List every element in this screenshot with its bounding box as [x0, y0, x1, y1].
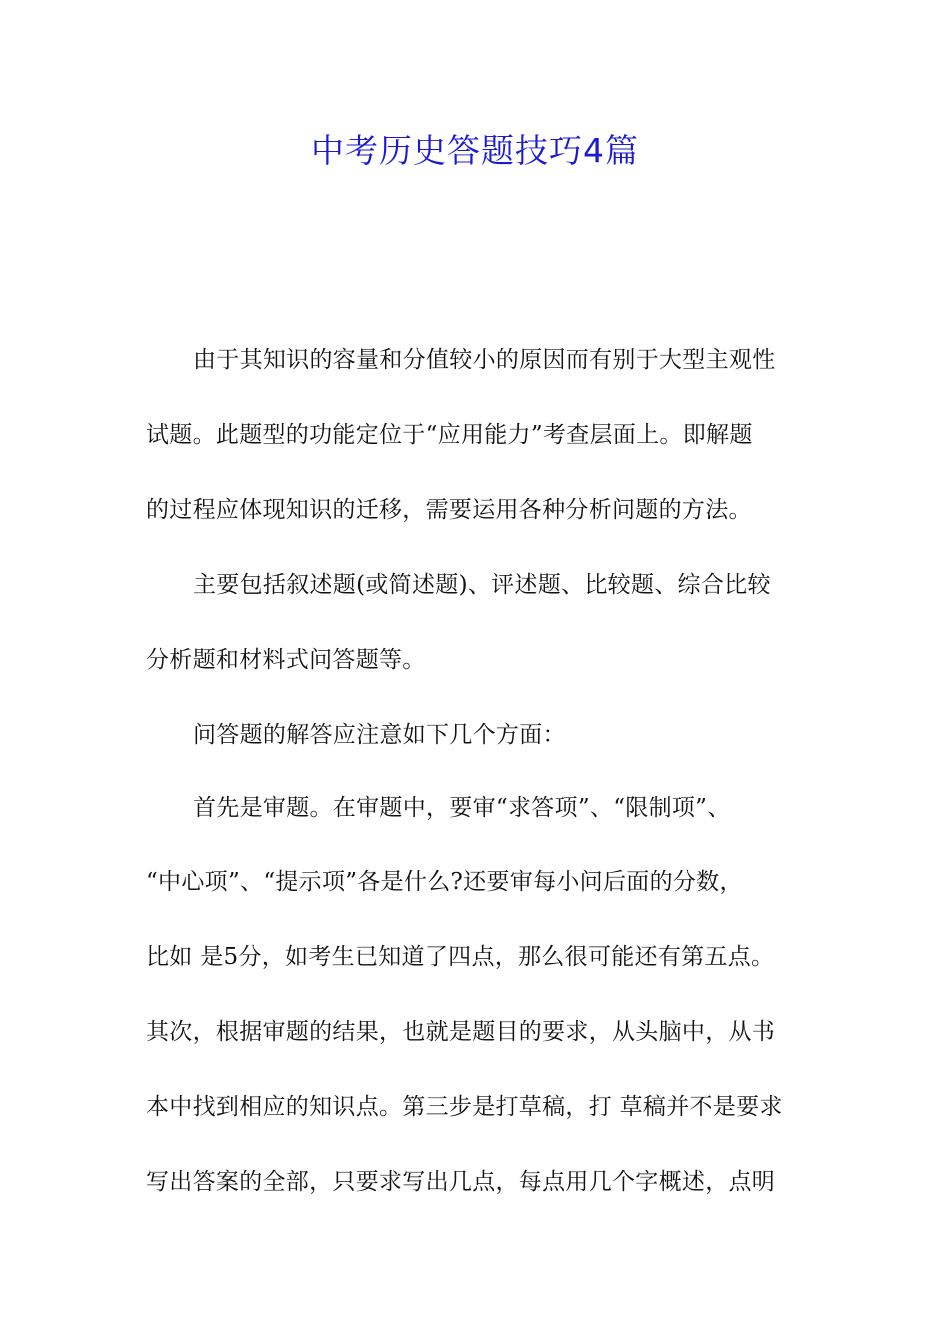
- paragraph-line: 首先是审题。在审题中，要审“求答项”、“限制项”、: [193, 795, 731, 821]
- document-title: 中考历史答题技巧4篇: [311, 131, 639, 170]
- paragraph-line: 主要包括叙述题(或简述题)、评述题、比较题、综合比较: [193, 572, 771, 598]
- paragraph-line: 试题。此题型的功能定位于“应用能力”考查层面上。即解题: [146, 422, 753, 448]
- paragraph-line: 分析题和材料式问答题等。: [146, 647, 426, 673]
- paragraph-line: 比如 是5分，如考生已知道了四点，那么很可能还有第五点。: [146, 944, 775, 970]
- paragraph-line: 其次，根据审题的结果，也就是题目的要求，从头脑中，从书: [146, 1019, 776, 1045]
- paragraph-line: “中心项”、“提示项”各是什么?还要审每小问后面的分数，: [146, 869, 743, 895]
- paragraph-line: 的过程应体现知识的迁移，需要运用各种分析问题的方法。: [146, 497, 752, 523]
- paragraph-line: 问答题的解答应注意如下几个方面：: [193, 722, 566, 748]
- paragraph-line: 由于其知识的容量和分值较小的原因而有别于大型主观性: [193, 347, 776, 373]
- paragraph-line: 写出答案的全部，只要求写出几点，每点用几个字概述，点明: [146, 1169, 776, 1195]
- paragraph-line: 本中找到相应的知识点。第三步是打草稿，打 草稿并不是要求: [146, 1094, 783, 1120]
